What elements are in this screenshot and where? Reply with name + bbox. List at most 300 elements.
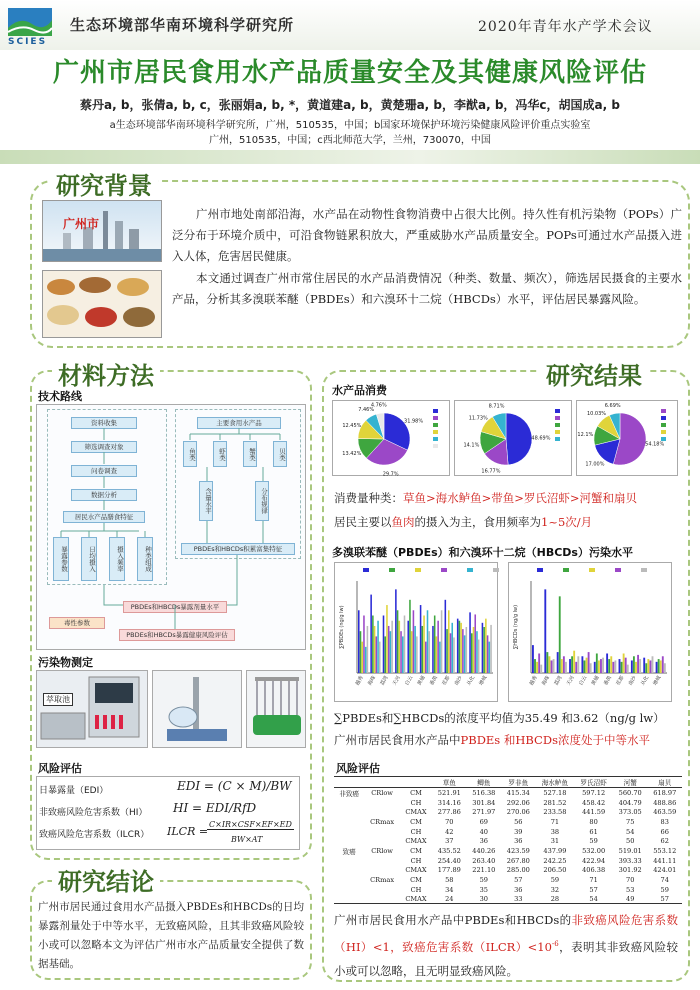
bar bbox=[473, 627, 475, 673]
formula-ilcr-lhs: ILCR = bbox=[167, 825, 209, 838]
bar bbox=[427, 610, 429, 673]
bar bbox=[363, 616, 365, 674]
risk-table-cell: 271.97 bbox=[472, 808, 496, 817]
x-tick-label: 南沙 bbox=[453, 675, 464, 687]
risk-table-cell bbox=[364, 885, 400, 895]
pie-slice-label: 29.7% bbox=[382, 471, 399, 477]
organization-name: 生态环境部华南环境科学研究所 bbox=[70, 16, 295, 34]
risk-table-cell: 423.59 bbox=[506, 846, 530, 855]
hbcds-chart-panel bbox=[508, 562, 672, 702]
risk-table-header bbox=[334, 777, 682, 788]
affiliation-line-1: a生态环境部华南环境科学研究所，广州，510535，中国；b国家环境保护环境污染健康风险评价重点实验室 bbox=[109, 120, 591, 131]
x-tick-label: 海珠 bbox=[541, 675, 552, 687]
hbcds-bar-chart bbox=[509, 563, 673, 703]
bar bbox=[422, 626, 424, 673]
risk-table-cell: 597.12 bbox=[582, 789, 606, 797]
flow-mid-2: 分布规律 bbox=[255, 481, 269, 521]
risk-table-cell: 553.12 bbox=[653, 846, 677, 855]
risk-text-prefix: 广州市居民食用水产品中PBDEs和HBCDs的 bbox=[334, 913, 572, 927]
bar bbox=[569, 659, 571, 673]
risk-table-cell: 292.06 bbox=[506, 798, 530, 807]
risk-table-cell: 40 bbox=[479, 827, 488, 836]
methods-heading: 材料方法 bbox=[52, 356, 160, 391]
risk-table-cell: CH bbox=[410, 798, 422, 807]
concentration-text: ∑PBDEs和∑HBCDs的浓度平均值为35.49 和3.62（ng/g lw） bbox=[334, 711, 665, 725]
consumption-text-2-b: 的摄入为主，食用频率为 bbox=[414, 515, 541, 529]
bar bbox=[581, 656, 583, 673]
pie-slice-label: 6.69% bbox=[604, 402, 621, 409]
bar bbox=[457, 619, 459, 673]
bar bbox=[432, 626, 434, 673]
risk-table-cell: 281.52 bbox=[543, 798, 567, 807]
risk-table-cell: 424.01 bbox=[653, 866, 677, 875]
bar bbox=[559, 596, 561, 673]
risk-table-cell: 519.01 bbox=[618, 846, 642, 855]
risk-table-header-cell bbox=[364, 777, 400, 788]
bar bbox=[643, 658, 645, 673]
pie-slice-label: 4.76% bbox=[370, 402, 387, 409]
risk-table-cell: 74 bbox=[660, 875, 669, 884]
pie-slice-label: 11.73% bbox=[468, 415, 488, 422]
bar bbox=[471, 633, 473, 673]
risk-table-cell: 71 bbox=[589, 875, 598, 884]
flow-param-1: 暴露参数 bbox=[53, 537, 69, 581]
bar bbox=[598, 660, 600, 673]
risk-table-cell: 301.92 bbox=[618, 866, 642, 875]
extract-cell-label: 萃取池 bbox=[43, 693, 73, 706]
bar bbox=[445, 600, 447, 673]
risk-table-cell: 28 bbox=[536, 894, 575, 904]
flow-toxic: 毒性参数 bbox=[49, 617, 105, 629]
risk-table-cell: 488.86 bbox=[653, 798, 677, 807]
consumption-text-1-prefix: 消费量种类： bbox=[334, 491, 403, 505]
bar bbox=[631, 660, 633, 673]
bar bbox=[377, 621, 379, 673]
risk-table-cell: 263.40 bbox=[472, 856, 496, 865]
pie-legend-swatch bbox=[433, 430, 438, 434]
bar bbox=[485, 619, 487, 673]
risk-table-row bbox=[334, 846, 682, 856]
bar-legend-swatch bbox=[563, 568, 569, 572]
bar bbox=[462, 629, 464, 673]
formula-ilcr-denominator: BW×AT bbox=[231, 835, 263, 844]
risk-table-cell: 34 bbox=[445, 885, 454, 894]
risk-text-suffix: ，表明其非致癌风险较小或可以忽略，且无明显致癌风险。 bbox=[334, 939, 678, 978]
pie-legend-swatch bbox=[555, 416, 560, 420]
risk-table-cell bbox=[334, 885, 364, 895]
risk-table-cell: 80 bbox=[589, 817, 598, 826]
bar bbox=[627, 665, 629, 673]
risk-table-cell: 35 bbox=[479, 885, 488, 894]
risk-table-cell: 33 bbox=[501, 894, 536, 904]
bar bbox=[446, 629, 448, 673]
risk-table-cell: 206.50 bbox=[543, 866, 567, 875]
pie-legend-swatch bbox=[433, 437, 438, 441]
bar bbox=[453, 637, 455, 673]
pie-slice-label: 14.1% bbox=[463, 442, 480, 449]
pie-slice-label: 12.45% bbox=[342, 423, 362, 430]
consumption-frequency: 1~5次/月 bbox=[541, 515, 593, 529]
conference-name: 2020年青年水产学术会议 bbox=[478, 19, 653, 35]
bar bbox=[586, 658, 588, 673]
risk-table-row bbox=[334, 817, 682, 827]
bar bbox=[358, 610, 360, 673]
x-tick-label: 天河 bbox=[391, 675, 403, 687]
consumption-ranking: 草鱼>海水鲈鱼>带鱼>罗氏沼虾>河蟹和扇贝 bbox=[403, 491, 638, 505]
risk-table-cell: 38 bbox=[550, 827, 560, 836]
bar bbox=[437, 621, 439, 673]
bar-legend-swatch bbox=[641, 568, 647, 572]
risk-table-cell bbox=[334, 856, 364, 866]
pie-legend-swatch bbox=[555, 423, 560, 427]
bar bbox=[464, 635, 466, 673]
bar bbox=[478, 640, 480, 673]
x-tick-label: 增城 bbox=[478, 675, 489, 687]
risk-table-cell: 致癌 bbox=[342, 847, 356, 856]
risk-table-cell: 36 bbox=[514, 837, 523, 846]
bar bbox=[404, 616, 406, 674]
risk-table-cell: 521.91 bbox=[437, 789, 461, 797]
logo-text: SCIES bbox=[8, 37, 48, 47]
risk-table-cell: 39 bbox=[514, 827, 523, 836]
risk-table-cell: 56 bbox=[514, 817, 523, 826]
risk-table-cell bbox=[334, 875, 364, 885]
bar-legend-swatch bbox=[363, 568, 369, 572]
formula-edi: EDI = (C × M)/BW bbox=[177, 779, 292, 793]
risk-table bbox=[334, 776, 682, 904]
bar bbox=[436, 636, 438, 673]
background-paragraph-1: 广州市地处南部沿海，水产品在动物性食物消费中占很大比例。持久性有机污染物（POPs）广泛分布于环境介质中，可沿食物链累积放大，严重威胁水产品质量安全。POPs可通过水产品摄入进入人体，危害居民健康。 bbox=[172, 207, 682, 263]
risk-table-cell: 37 bbox=[445, 837, 454, 846]
pie-legend-swatch bbox=[661, 409, 666, 413]
risk-table-row bbox=[334, 788, 682, 799]
bar bbox=[588, 652, 590, 673]
bar bbox=[450, 633, 452, 673]
bar bbox=[664, 663, 666, 673]
bar bbox=[532, 645, 534, 673]
pie-legend-swatch bbox=[555, 430, 560, 434]
risk-table-cell: 54 bbox=[574, 894, 613, 904]
risk-table-cell bbox=[334, 866, 364, 876]
bar bbox=[469, 612, 471, 673]
level-text-highlight: PBDEs 和HBCDs浓度处于中等水平 bbox=[460, 733, 650, 747]
pie-legend-swatch bbox=[433, 409, 438, 413]
x-tick-label: 花都 bbox=[615, 675, 626, 687]
bar-legend-swatch bbox=[615, 568, 621, 572]
risk-table-row bbox=[334, 856, 682, 866]
flow-exposure: PBDEs和HBCDs暴露剂量水平 bbox=[123, 601, 227, 613]
risk-table-cell: CRlow bbox=[371, 846, 393, 855]
risk-table-header-cell: 鲫鱼 bbox=[467, 777, 502, 788]
risk-table-cell: CM bbox=[410, 846, 422, 855]
bar bbox=[411, 631, 413, 673]
bar-legend-swatch bbox=[389, 568, 395, 572]
risk-table-cell: 373.05 bbox=[618, 808, 642, 817]
bar bbox=[645, 663, 647, 673]
risk-table-cell bbox=[334, 817, 364, 827]
bar bbox=[425, 642, 427, 673]
bar bbox=[390, 631, 392, 673]
risk-table-cell: 441.11 bbox=[653, 856, 677, 865]
bar bbox=[400, 631, 402, 673]
risk-table-cell: 54 bbox=[626, 827, 635, 836]
bar bbox=[474, 614, 476, 673]
x-tick-label: 荔湾 bbox=[553, 675, 564, 687]
bar-legend-swatch bbox=[537, 568, 543, 572]
risk-table-row bbox=[334, 885, 682, 895]
bar bbox=[365, 647, 367, 673]
bar bbox=[399, 621, 401, 673]
consumption-text-2-a: 居民主要以 bbox=[334, 515, 392, 529]
pie-panel-2 bbox=[454, 400, 572, 476]
risk-table-cell: 57 bbox=[647, 894, 682, 904]
risk-table-cell bbox=[364, 808, 400, 818]
pops-title: 多溴联苯醚（PBDEs）和六溴环十二烷（HBCDs）污染水平 bbox=[332, 546, 633, 559]
pie-legend-swatch bbox=[555, 437, 560, 441]
x-tick-label: 黄埔 bbox=[416, 675, 427, 687]
risk-table-cell: 30 bbox=[467, 894, 502, 904]
bar bbox=[575, 662, 577, 673]
risk-table-wrap bbox=[334, 776, 682, 904]
formula-hi-label: 非致癌风险危害系数（HI） bbox=[39, 808, 148, 818]
y-axis-label: ∑HBCDs (ng/g lw) bbox=[513, 604, 519, 650]
bar bbox=[423, 616, 425, 674]
bar bbox=[612, 662, 614, 673]
risk-table-cell: CH bbox=[410, 885, 422, 894]
bar bbox=[540, 665, 542, 673]
background-paragraph-2: 本文通过调查广州市常住居民的水产品消费情况（种类、数量、频次），筛选居民摄食的主要水产品，分析其多溴联苯醚（PBDEs）和六溴环十二烷（HBCDs）水平，评估居民暴露风险。 bbox=[172, 271, 682, 306]
flow-item-fish: 鱼类 bbox=[183, 441, 197, 467]
bar bbox=[602, 658, 604, 673]
bar bbox=[414, 626, 416, 673]
bar bbox=[372, 616, 374, 674]
risk-table-cell: 437.99 bbox=[543, 846, 567, 855]
flow-item-crab: 蟹类 bbox=[243, 441, 257, 467]
bar bbox=[383, 616, 385, 674]
risk-table-cell: CM bbox=[410, 817, 422, 826]
bar bbox=[561, 659, 563, 673]
extraction-equipment-photo bbox=[36, 670, 148, 748]
x-tick-label: 南沙 bbox=[627, 675, 638, 687]
risk-table-cell bbox=[364, 866, 400, 876]
x-tick-label: 番禺 bbox=[602, 675, 614, 687]
bar bbox=[614, 660, 616, 673]
risk-table-cell: 62 bbox=[660, 837, 669, 846]
risk-table-cell: 57 bbox=[589, 885, 598, 894]
risk-table-cell: CMAX bbox=[400, 894, 432, 904]
risk-table-cell: 270.06 bbox=[506, 808, 530, 817]
bar bbox=[379, 642, 381, 673]
risk-table-cell: 254.40 bbox=[437, 856, 461, 865]
background-heading: 研究背景 bbox=[50, 166, 158, 201]
bar bbox=[388, 626, 390, 673]
risk-table-cell: 59 bbox=[589, 837, 598, 846]
risk-table-cell: 221.10 bbox=[472, 866, 496, 875]
formula-box bbox=[36, 776, 300, 850]
risk-table-cell: 83 bbox=[660, 817, 669, 826]
bar bbox=[594, 662, 596, 673]
risk-table-cell bbox=[364, 856, 400, 866]
bar-legend-swatch bbox=[415, 568, 421, 572]
pie-legend-swatch bbox=[433, 423, 438, 427]
consumption-text-1 bbox=[334, 490, 637, 506]
bar bbox=[660, 660, 662, 673]
flow-right-top: 主要食用水产品 bbox=[197, 417, 281, 429]
risk-table-cell: CMAX bbox=[405, 837, 427, 846]
bar bbox=[563, 656, 565, 673]
pie-legend-swatch bbox=[661, 437, 666, 441]
risk-table-cell: 618.97 bbox=[653, 789, 677, 797]
pie-slice-label: 31.98% bbox=[404, 418, 424, 425]
risk-table-cell bbox=[334, 827, 364, 837]
bar bbox=[610, 656, 612, 673]
conclusion-text: 广州市居民通过食用水产品摄入PBDEs和HBCDs的日均暴露剂量处于中等水平，无致癌风险，且其非致癌风险较小或可以忽略本文为评估广州市水产品质量安全提供了数据基础。 bbox=[38, 901, 304, 970]
pie-slice-label: 48.69% bbox=[531, 435, 551, 442]
risk-table-cell: 70 bbox=[445, 817, 454, 826]
flow-item-shellfish: 贝类 bbox=[273, 441, 287, 467]
pie-slice-label: 16.77% bbox=[481, 468, 501, 475]
pie-legend-swatch bbox=[661, 430, 666, 434]
bar bbox=[544, 589, 546, 673]
risk-table-cell: 404.79 bbox=[618, 798, 642, 807]
risk-table-cell: 440.26 bbox=[472, 846, 496, 855]
risk-table-cell bbox=[334, 894, 364, 904]
formula-hi: HI = EDI/RfD bbox=[173, 801, 257, 815]
risk-table-cell: 24 bbox=[432, 894, 467, 904]
risk-table-cell: CM bbox=[410, 875, 422, 884]
bar bbox=[483, 627, 485, 673]
x-tick-label: 越秀 bbox=[354, 675, 365, 687]
x-tick-label: 花都 bbox=[441, 675, 452, 687]
risk-table-cell: 242.25 bbox=[543, 856, 567, 865]
bar bbox=[413, 610, 415, 673]
risk-table-row bbox=[334, 875, 682, 885]
poster-title: 广州市居民食用水产品质量安全及其健康风险评估 bbox=[52, 58, 647, 88]
risk-table-cell: 非致癌 bbox=[339, 790, 360, 798]
risk-table-body bbox=[334, 788, 682, 904]
flow-right-bottom: PBDEs和HBCDs积累富集特征 bbox=[181, 543, 295, 555]
bar bbox=[551, 660, 553, 673]
formula-ilcr-label: 致癌风险危害系数（ILCR） bbox=[39, 830, 150, 840]
pie-legend-swatch bbox=[661, 423, 666, 427]
bar bbox=[590, 663, 592, 673]
flow-step-1: 资料收集 bbox=[71, 417, 137, 429]
x-tick-label: 白云 bbox=[404, 675, 415, 687]
bar bbox=[376, 636, 378, 673]
risk-table-cell: 267.80 bbox=[506, 856, 530, 865]
bar bbox=[451, 623, 453, 673]
risk-table-row bbox=[334, 894, 682, 904]
bar bbox=[487, 635, 489, 673]
pie-legend-swatch bbox=[661, 416, 666, 420]
risk-table-cell: 441.59 bbox=[582, 808, 606, 817]
flow-arrows bbox=[37, 405, 307, 651]
bar bbox=[434, 616, 436, 674]
flow-item-shrimp: 虾类 bbox=[213, 441, 227, 467]
bar bbox=[623, 653, 625, 673]
bar bbox=[374, 626, 376, 673]
tech-route-label: 技术路线 bbox=[38, 390, 82, 403]
x-tick-label: 从化 bbox=[465, 675, 477, 687]
risk-table-cell: 59 bbox=[660, 885, 669, 894]
pollutant-test-label: 污染物测定 bbox=[38, 656, 93, 669]
flow-step-5: 居民水产品膳食特征 bbox=[63, 511, 145, 523]
pie-slice-label: 8.71% bbox=[488, 403, 505, 410]
bar bbox=[395, 589, 397, 673]
x-tick-label: 番禺 bbox=[428, 675, 440, 687]
bar bbox=[635, 662, 637, 673]
nitrogen-evaporator-photo bbox=[246, 670, 306, 748]
risk-table-cell: 463.59 bbox=[653, 808, 677, 817]
level-text-prefix: 广州市居民食用水产品中 bbox=[334, 733, 461, 747]
risk-table-cell: 415.34 bbox=[506, 789, 530, 797]
consumption-title: 水产品消费 bbox=[332, 384, 387, 397]
x-tick-label: 黄埔 bbox=[590, 675, 601, 687]
bar bbox=[621, 662, 623, 673]
authors: 蔡丹a, b，张倩a, b, c，张丽娟a, b, *，黄道建a, b，黄楚珊a, b，李猷a, b，冯华c，胡国成a, b bbox=[80, 98, 620, 112]
x-tick-label: 海珠 bbox=[367, 675, 378, 687]
bar bbox=[534, 659, 536, 673]
risk-table-header-cell: 罗非鱼 bbox=[501, 777, 536, 788]
pie-slice bbox=[506, 413, 532, 465]
pie-slice-label: 12.1% bbox=[577, 432, 594, 439]
pie-slice-label: 10.03% bbox=[586, 411, 607, 418]
risk-text-exponent: -6 bbox=[551, 940, 559, 948]
flow-mid-1: 含量水平 bbox=[199, 481, 213, 521]
risk-table-cell: 532.00 bbox=[582, 846, 606, 855]
bar bbox=[606, 653, 608, 673]
bar bbox=[428, 631, 430, 673]
bar bbox=[384, 636, 386, 673]
divider-strip bbox=[0, 150, 700, 164]
city-label: 广州市 bbox=[63, 217, 100, 231]
risk-table-cell bbox=[334, 798, 364, 808]
bar bbox=[557, 652, 559, 673]
risk-table-cell bbox=[334, 808, 364, 818]
rotary-evaporator-photo bbox=[152, 670, 242, 748]
pie-chart-1 bbox=[333, 401, 451, 477]
bar bbox=[596, 653, 598, 673]
pie-slice-label: 54.18% bbox=[645, 441, 665, 448]
pie-legend-swatch bbox=[433, 416, 438, 420]
risk-table-cell: CRmax bbox=[370, 817, 395, 826]
bar-legend-swatch bbox=[467, 568, 473, 572]
risk-table-cell: 66 bbox=[660, 827, 669, 836]
risk-table-cell: CMAX bbox=[405, 808, 427, 817]
pie-chart-3 bbox=[577, 401, 679, 477]
risk-table-cell bbox=[364, 827, 400, 837]
bar bbox=[409, 600, 411, 673]
bar bbox=[573, 651, 575, 673]
bar bbox=[571, 656, 573, 673]
bar bbox=[367, 626, 369, 673]
pie-legend-swatch bbox=[555, 409, 560, 413]
bar bbox=[608, 659, 610, 673]
bar bbox=[625, 658, 627, 673]
risk-table-cell bbox=[364, 836, 400, 846]
risk-title: 风险评估 bbox=[336, 762, 380, 775]
scies-logo bbox=[6, 6, 54, 48]
bar bbox=[460, 623, 462, 673]
risk-table-cell: 53 bbox=[626, 885, 635, 894]
risk-table-cell: CMAX bbox=[405, 866, 427, 875]
bar bbox=[577, 656, 579, 673]
bar bbox=[397, 610, 399, 673]
flow-param-4: 种类组成 bbox=[137, 537, 153, 581]
risk-table-cell: 233.58 bbox=[543, 808, 567, 817]
risk-table-cell: CH bbox=[410, 827, 422, 836]
bar bbox=[656, 662, 658, 673]
